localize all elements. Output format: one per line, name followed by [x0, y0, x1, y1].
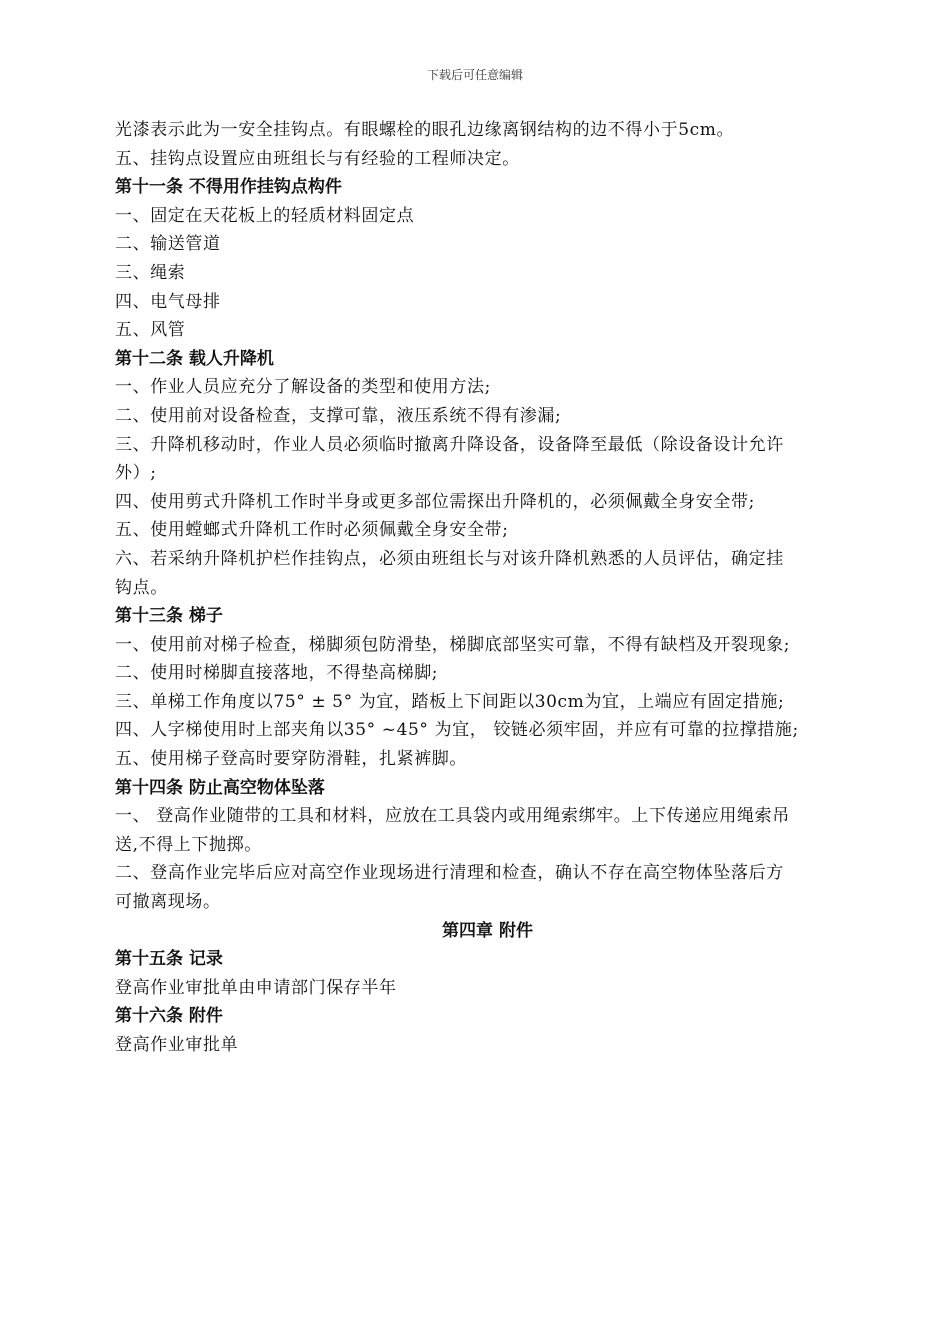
paragraph-line: 三、升降机移动时，作业人员必须临时撤离升降设备，设备降至最低（除设备设计允许 — [115, 434, 784, 455]
paragraph-line: 外）; — [115, 463, 157, 484]
document-body — [115, 116, 860, 1060]
paragraph-line: 登高作业审批单 — [115, 1035, 239, 1055]
paragraph-line: 五、挂钩点设置应由班组长与有经验的工程师决定。 — [115, 148, 520, 169]
paragraph-line: 二、输送管道 — [115, 234, 221, 255]
paragraph-line: 二、登高作业完毕后应对高空作业现场进行清理和检查，确认不存在高空物体坠落后方 — [115, 863, 784, 884]
paragraph-line: 四、人字梯使用时上部夹角以35° ~45° 为宜， 铰链必须牢固，并应有可靠的拉撑措施; — [115, 720, 799, 741]
paragraph-line: 可撤离现场。 — [115, 892, 221, 913]
paragraph-line: 二、使用时梯脚直接落地，不得垫高梯脚; — [115, 663, 439, 684]
paragraph-line: 一、使用前对梯子检查，梯脚须包防滑垫，梯脚底部坚实可靠，不得有缺档及开裂现象; — [115, 634, 791, 655]
paragraph-line: 五、使用螳螂式升降机工作时必须佩戴全身安全带; — [115, 520, 509, 541]
page-header: 下载后可任意编辑 — [426, 68, 523, 82]
paragraph-line: 六、若采纳升降机护栏作挂钩点，必须由班组长与对该升降机熟悉的人员评估，确定挂 — [115, 548, 784, 569]
paragraph-line: 三、单梯工作角度以75° ± 5° 为宜，踏板上下间距以30cm为宜，上端应有固定措施; — [115, 691, 785, 712]
paragraph-line: 钩点。 — [115, 577, 168, 598]
paragraph-line: 送,不得上下抛掷。 — [115, 834, 262, 855]
paragraph-line: 一、固定在天花板上的轻质材料固定点 — [115, 205, 415, 226]
section-heading: 第十一条 不得用作挂钩点构件 — [115, 177, 342, 198]
section-heading: 第十四条 防止高空物体坠落 — [115, 777, 325, 798]
section-heading: 第十三条 梯子 — [115, 606, 223, 627]
paragraph-line: 一、作业人员应充分了解设备的类型和使用方法; — [115, 377, 491, 398]
paragraph-line: 三、绳索 — [115, 262, 186, 283]
chapter-title: 第四章 附件 — [442, 920, 533, 941]
paragraph-line: 登高作业审批单由申请部门保存半年 — [115, 977, 397, 998]
paragraph-line: 五、使用梯子登高时要穿防滑鞋，扎紧裤脚。 — [115, 749, 467, 770]
paragraph-line: 四、电气母排 — [115, 291, 221, 312]
paragraph-line: 光漆表示此为一安全挂钩点。有眼螺栓的眼孔边缘离钢结构的边不得小于5cm。 — [115, 120, 735, 140]
paragraph-line: 一、 登高作业随带的工具和材料，应放在工具袋内或用绳索绑牢。上下传递应用绳索吊 — [115, 806, 790, 827]
paragraph-line: 四、使用剪式升降机工作时半身或更多部位需探出升降机的，必须佩戴全身安全带; — [115, 491, 755, 512]
section-heading: 第十二条 载人升降机 — [115, 348, 274, 369]
paragraph-line: 五、风管 — [115, 320, 186, 341]
section-heading: 第十六条 附件 — [115, 1006, 223, 1027]
paragraph-line: 二、使用前对设备检查，支撑可靠，液压系统不得有渗漏; — [115, 405, 562, 426]
section-heading: 第十五条 记录 — [115, 949, 223, 970]
